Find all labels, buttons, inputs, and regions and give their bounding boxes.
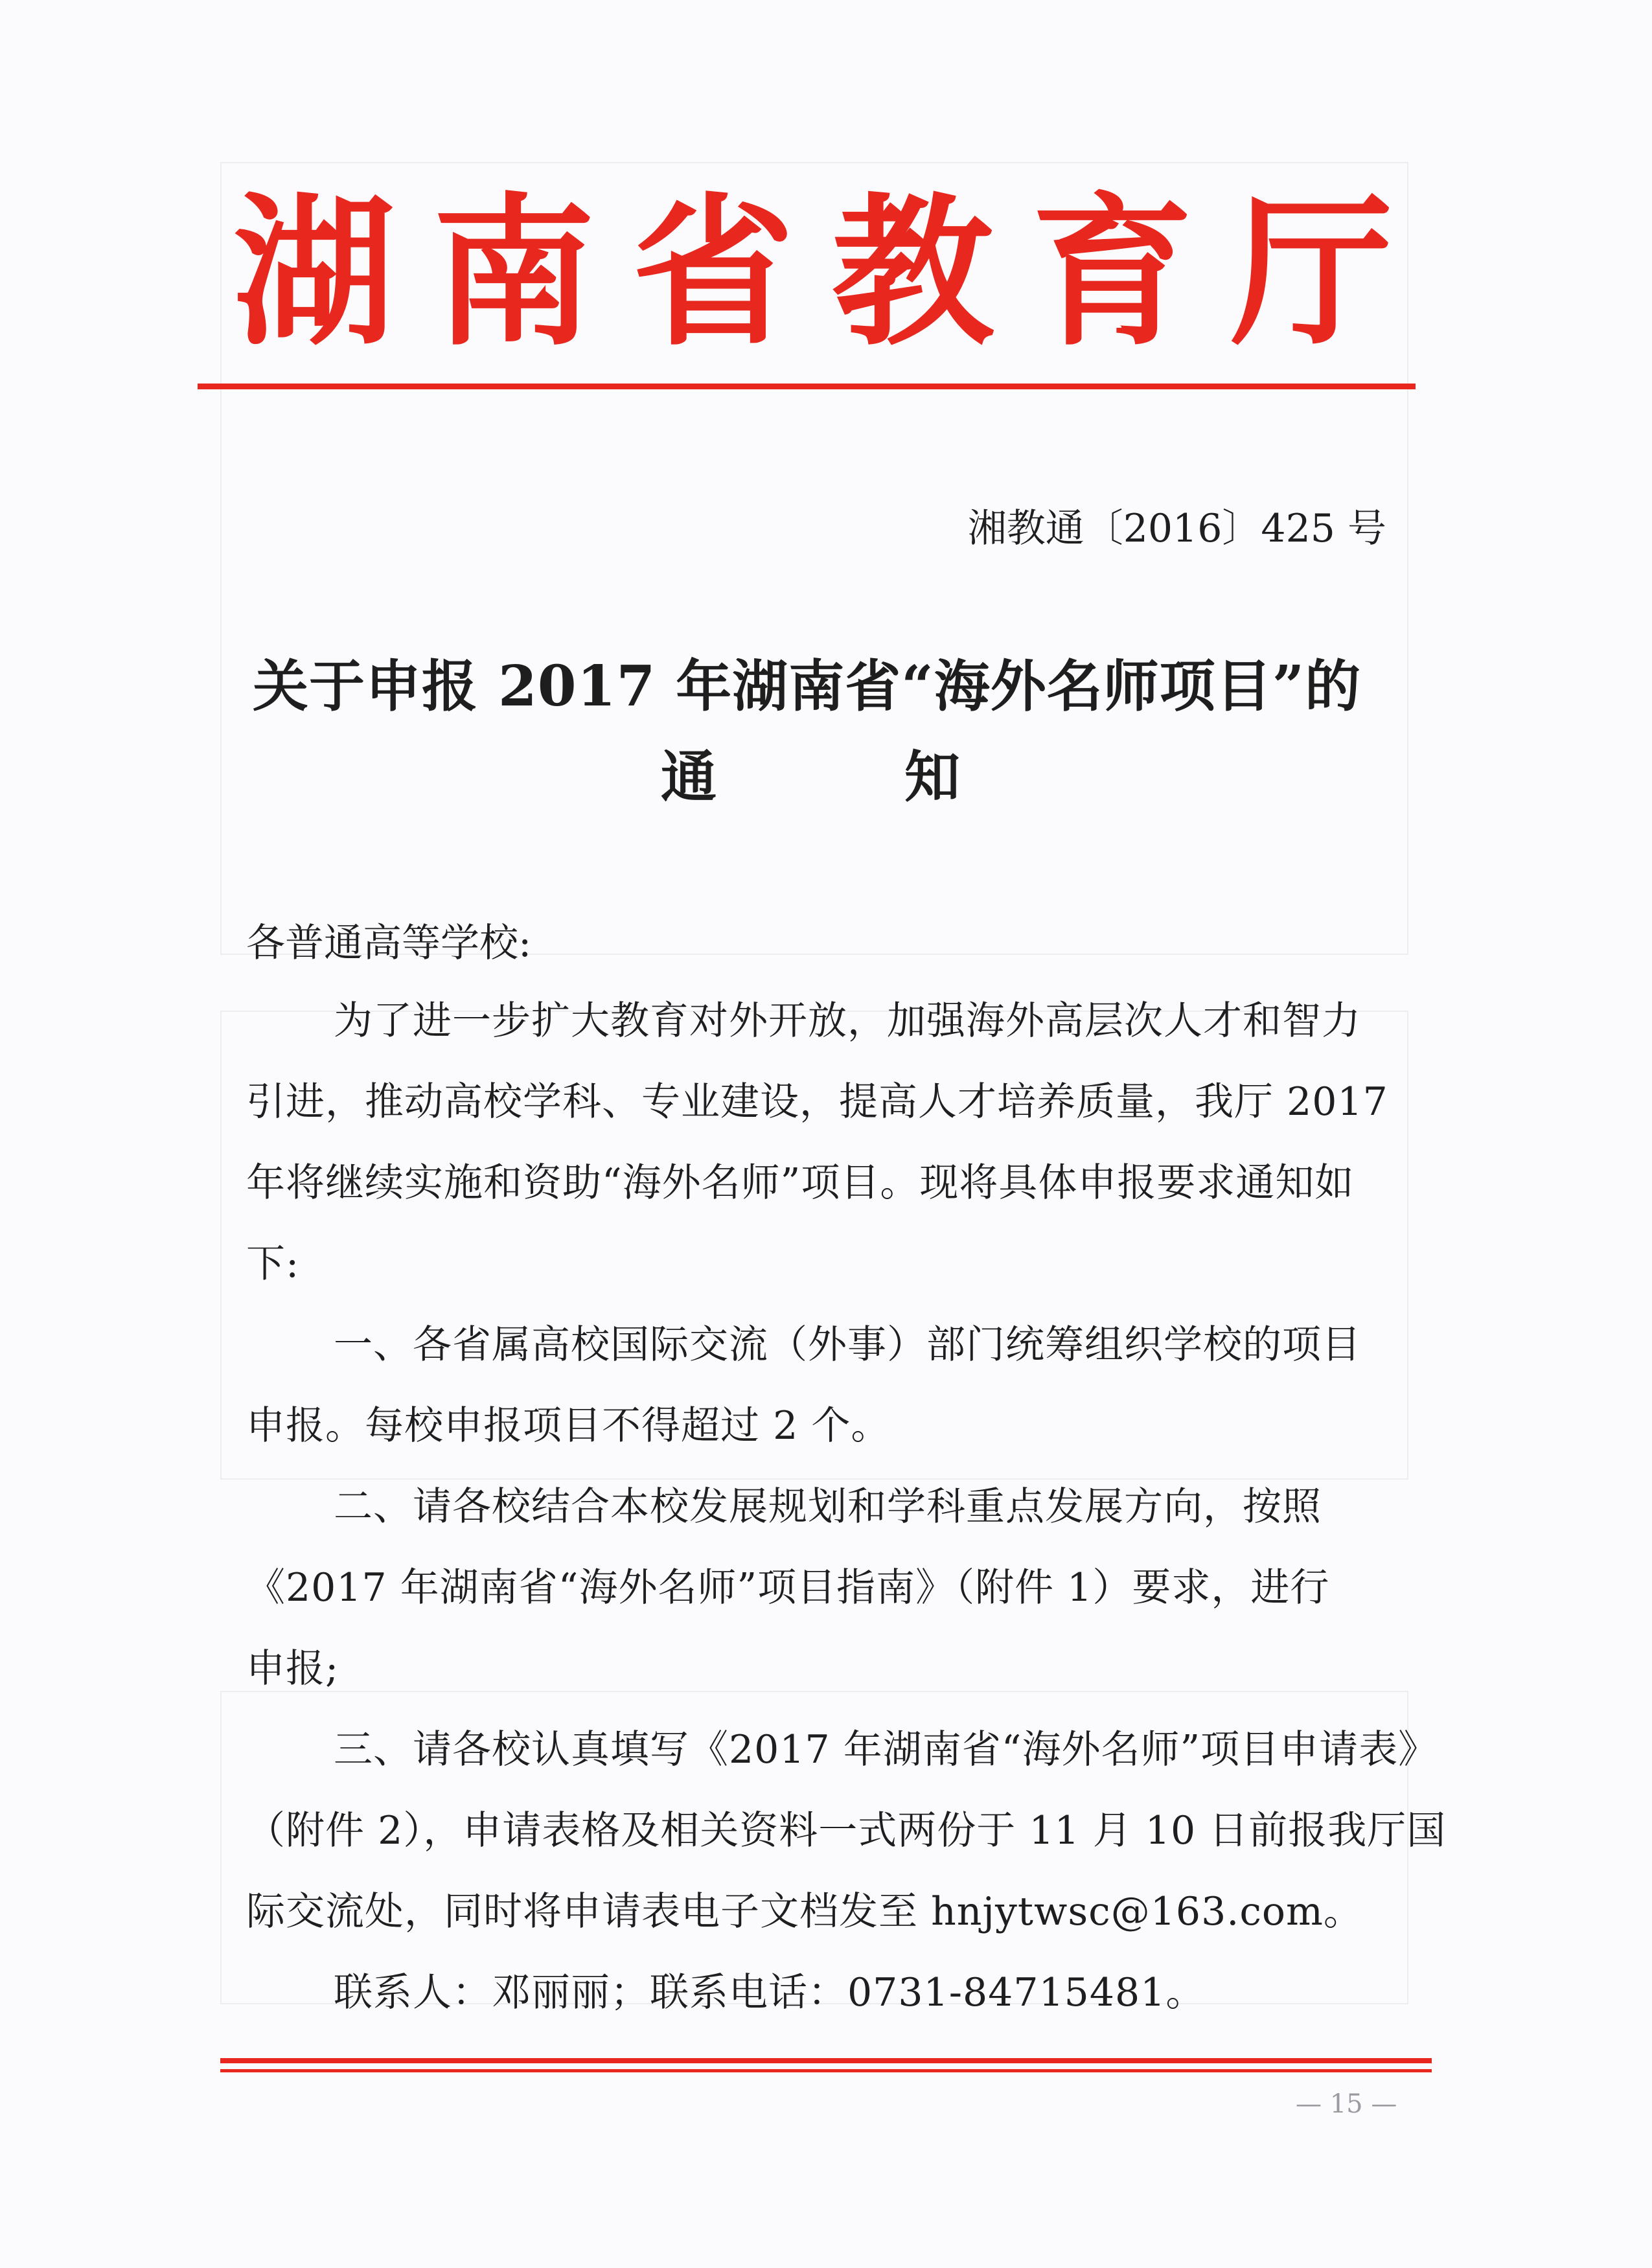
page-number: — 15 —	[1296, 2089, 1397, 2119]
body-line: 一、各省属高校国际交流（外事）部门统筹组织学校的项目	[334, 1322, 1361, 1368]
footer-red-rule	[220, 2069, 1432, 2072]
masthead-char: 省	[632, 177, 794, 367]
masthead-char: 育	[1031, 177, 1193, 367]
masthead-char: 南	[433, 177, 595, 367]
body-line: 申报;	[246, 1646, 339, 1691]
masthead-char: 湖	[233, 177, 395, 367]
body-line: 申报。每校申报项目不得超过 2 个。	[246, 1403, 891, 1449]
masthead-char: 厅	[1231, 177, 1393, 367]
body-line: 下:	[246, 1241, 300, 1287]
document-title-line2: 通知	[661, 744, 1148, 810]
masthead	[233, 175, 1393, 369]
body-line: 联系人：邓丽丽；联系电话：0731-84715481。	[334, 1970, 1206, 2015]
document-number: 湘教通〔2016〕425 号	[967, 506, 1386, 551]
footer-red-rule	[220, 2058, 1432, 2063]
body-line: 引进，推动高校学科、专业建设，提高人才培养质量，我厅 2017	[246, 1079, 1388, 1125]
document-title-line1: 关于申报 2017 年湖南省“海外名师项目”的	[253, 654, 1362, 719]
salutation: 各普通高等学校:	[246, 921, 532, 966]
body-line: 三、请各校认真填写《2017 年湖南省“海外名师”项目申请表》	[334, 1727, 1438, 1772]
body-line: （附件 2），申请表格及相关资料一式两份于 11 月 10 日前报我厅国	[246, 1808, 1447, 1853]
masthead-char: 教	[832, 177, 994, 367]
masthead-red-rule	[198, 384, 1416, 389]
body-line: 年将继续实施和资助“海外名师”项目。现将具体申报要求通知如	[246, 1160, 1355, 1206]
body-line: 际交流处，同时将申请表电子文档发至 hnjytwsc@163.com。	[246, 1889, 1363, 1934]
body-line: 为了进一步扩大教育对外开放，加强海外高层次人才和智力	[334, 998, 1361, 1044]
body-line: 《2017 年湖南省“海外名师”项目指南》（附件 1）要求，进行	[246, 1565, 1330, 1610]
body-line: 二、请各校结合本校发展规划和学科重点发展方向，按照	[334, 1484, 1322, 1529]
